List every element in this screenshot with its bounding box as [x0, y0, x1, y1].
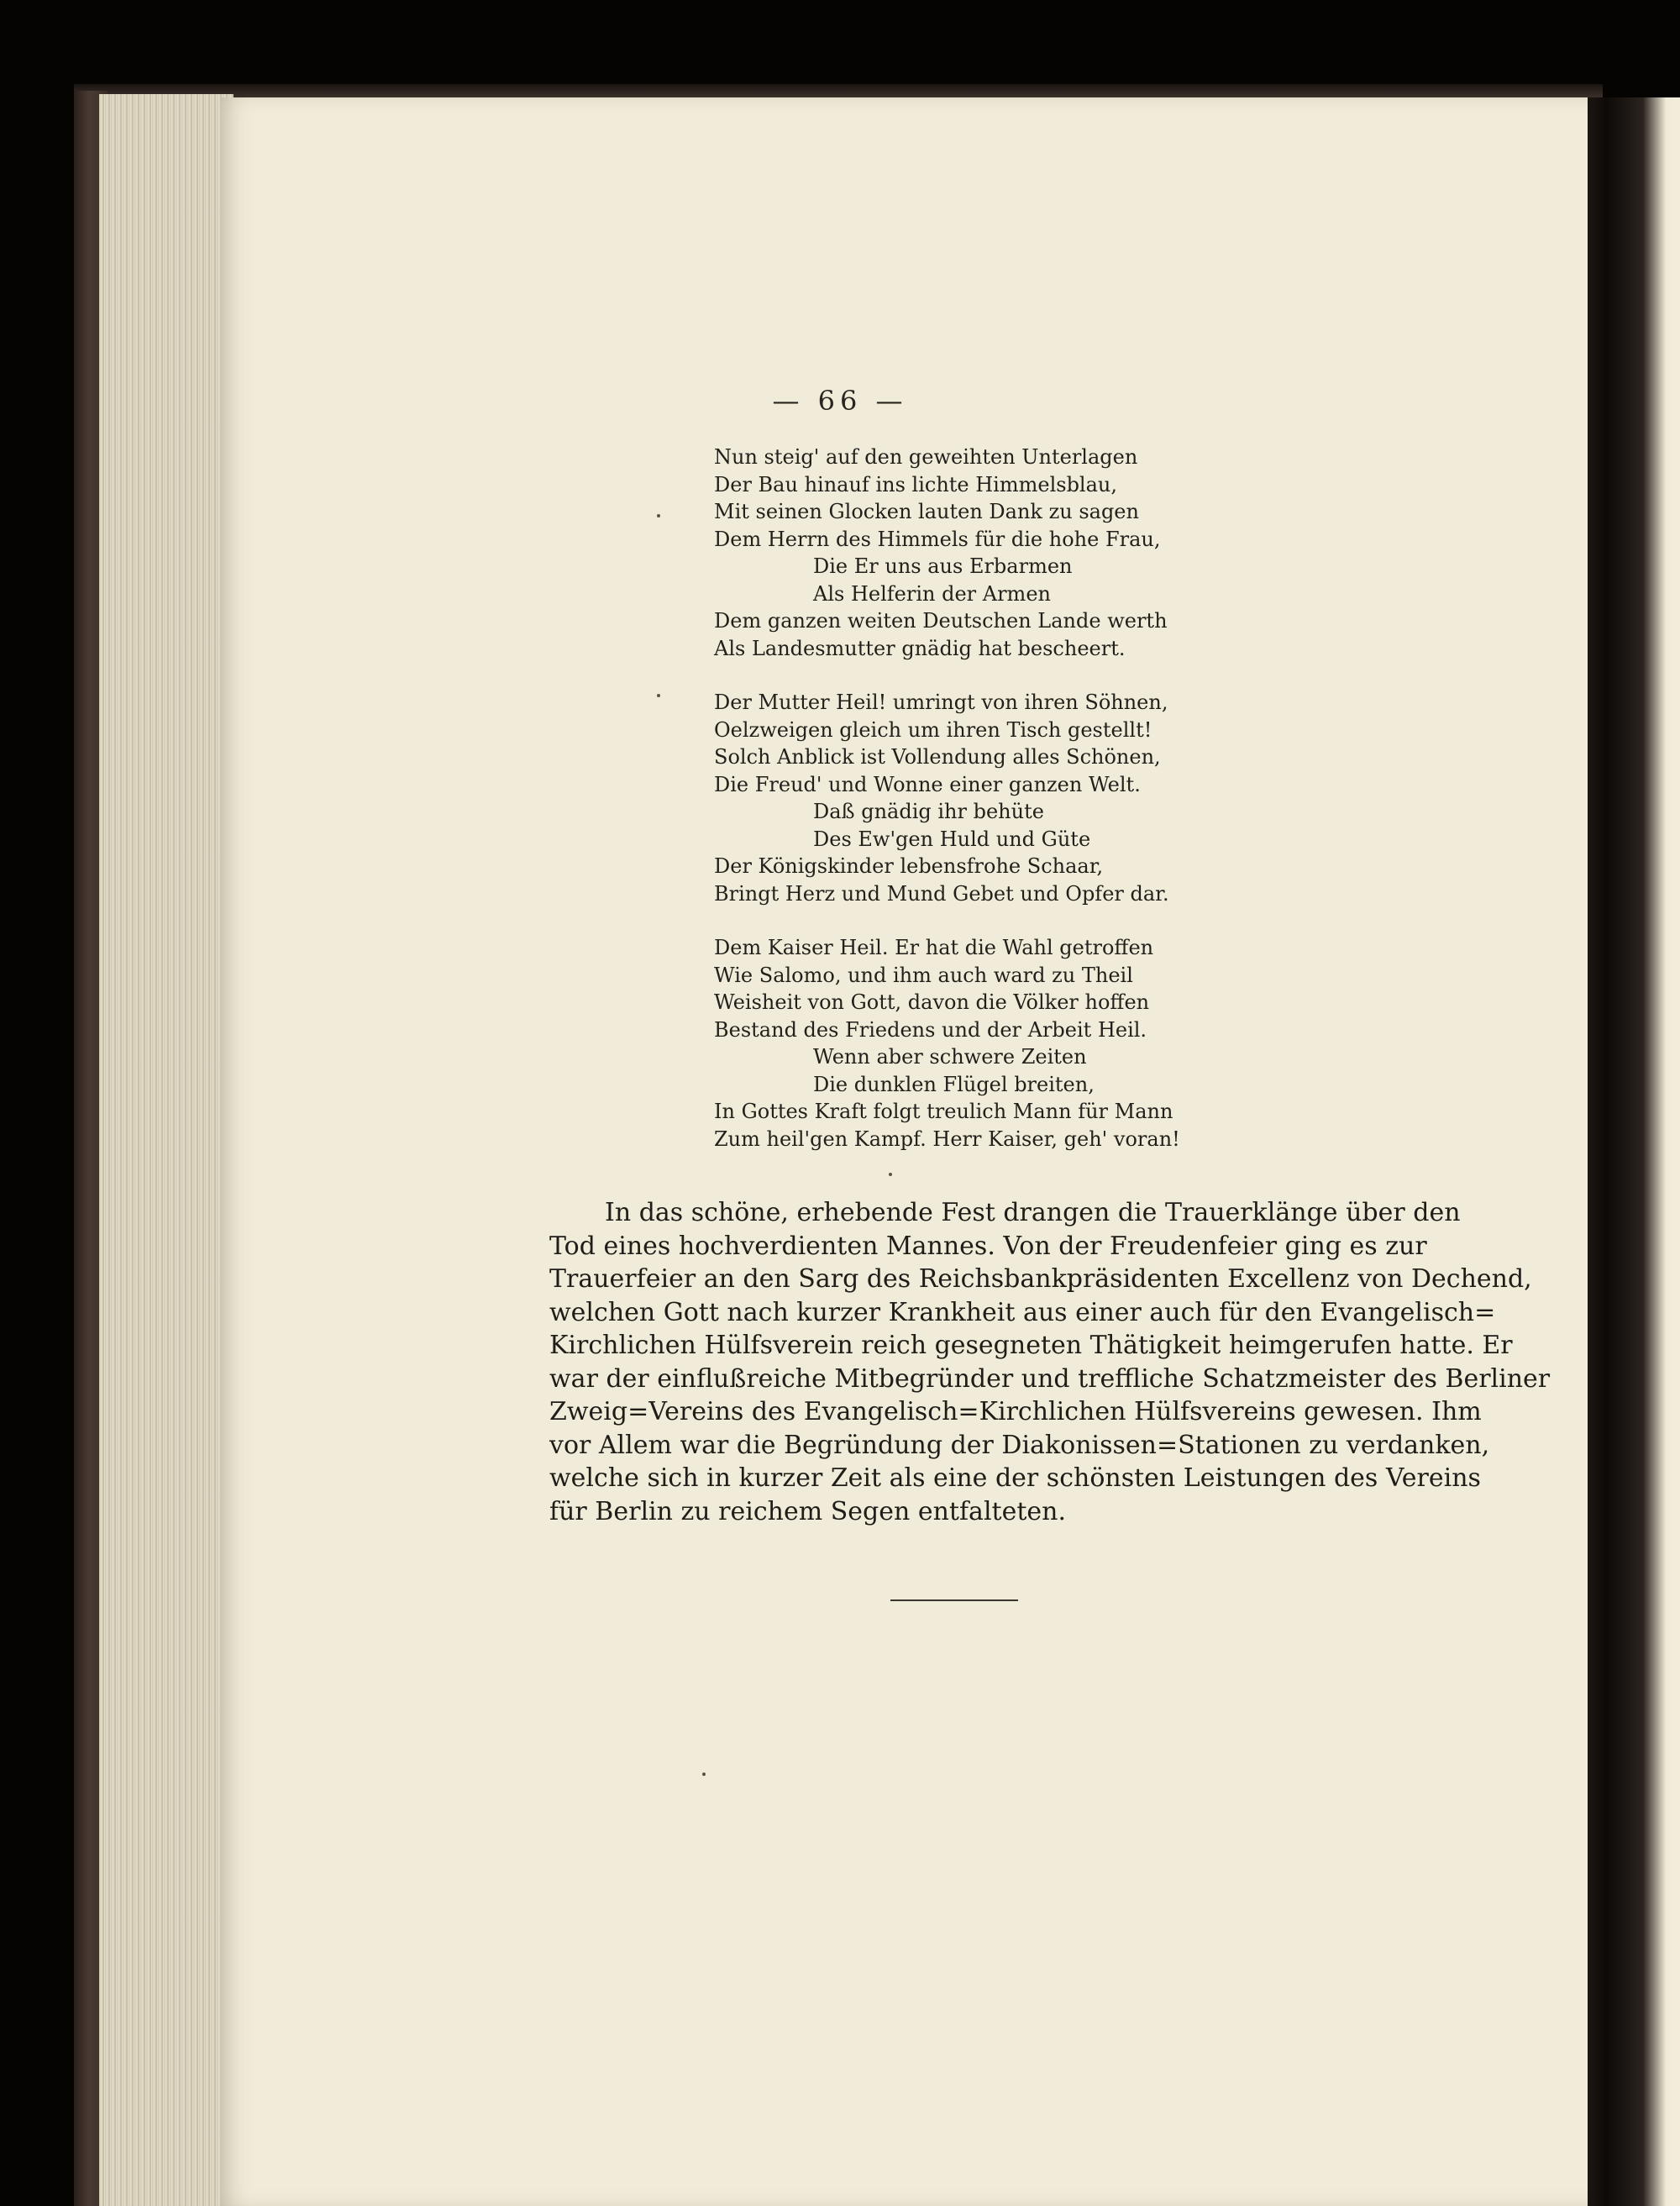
- poem-line: Des Ew'gen Huld und Güte: [813, 827, 1091, 851]
- prose-paragraph: [549, 1196, 1551, 1528]
- poem-line: Als Helferin der Armen: [813, 581, 1051, 606]
- poem-line: Die Er uns aus Erbarmen: [813, 554, 1073, 578]
- poem-line: Wie Salomo, und ihm auch ward zu Theil: [714, 963, 1133, 987]
- prose-line: vor Allem war die Begründung der Diakonissen=Stationen zu verdanken,: [549, 1430, 1490, 1460]
- poem-line: Bringt Herz und Mund Gebet und Opfer dar.: [714, 881, 1169, 906]
- poem-line: Bestand des Friedens und der Arbeit Heil.: [714, 1017, 1147, 1042]
- poem-line: Dem Kaiser Heil. Er hat die Wahl getroffen: [714, 936, 1154, 959]
- paper-speck: [657, 694, 660, 697]
- prose-line: Kirchlichen Hülfsverein reich gesegneten Thätigkeit heimgerufen hatte. Er: [549, 1331, 1513, 1360]
- poem-stanza-2: [714, 689, 1252, 907]
- section-divider: [890, 1599, 1018, 1601]
- prose-line: welchen Gott nach kurzer Krankheit aus einer auch für den Evangelisch=: [549, 1297, 1496, 1327]
- prose-line: In das schöne, erhebende Fest drangen die Trauerklänge über den: [605, 1198, 1461, 1227]
- prose-line: welche sich in kurzer Zeit als eine der schönsten Leistungen des Vereins: [549, 1463, 1481, 1493]
- poem-line: Nun steig' auf den geweihten Unterlagen: [714, 445, 1138, 469]
- poem-line: Wenn aber schwere Zeiten: [813, 1045, 1087, 1069]
- poem-line: Dem Herrn des Himmels für die hohe Frau,: [714, 527, 1161, 551]
- poem-line: Daß gnädig ihr behüte: [813, 800, 1044, 823]
- page-stack-edges: [99, 94, 234, 2206]
- book-gutter: [1588, 97, 1680, 2206]
- poem-line: Weisheit von Gott, davon die Völker hoffen: [714, 990, 1150, 1014]
- poem-line: Der Bau hinauf ins lichte Himmelsblau,: [714, 472, 1117, 496]
- paper-speck: [657, 514, 660, 517]
- paper-speck: [889, 1173, 892, 1176]
- prose-line: Trauerfeier an den Sarg des Reichsbankpräsidenten Excellenz von Dechend,: [549, 1264, 1532, 1294]
- prose-line: für Berlin zu reichem Segen entfalteten.: [549, 1496, 1067, 1526]
- poem-line: Solch Anblick ist Vollendung alles Schönen,: [714, 745, 1161, 769]
- page-number: — 66 —: [772, 385, 908, 417]
- poem-line: Als Landesmutter gnädig hat bescheert.: [714, 636, 1126, 660]
- prose-line: Zweig=Vereins des Evangelisch=Kirchlichen Hülfsvereins gewesen. Ihm: [549, 1397, 1482, 1426]
- poem-line: Die Freud' und Wonne einer ganzen Welt.: [714, 772, 1141, 796]
- poem-line: Dem ganzen weiten Deutschen Lande werth: [714, 609, 1168, 633]
- prose-line: Tod eines hochverdienten Mannes. Von der Freudenfeier ging es zur: [549, 1231, 1427, 1261]
- paper-speck: [702, 1773, 706, 1776]
- book-top-edge: [74, 84, 1603, 97]
- poem-line: Die dunklen Flügel breiten,: [813, 1072, 1095, 1096]
- poem-stanza-1: [714, 444, 1252, 662]
- poem-line: Der Mutter Heil! umringt von ihren Söhnen,: [714, 691, 1168, 714]
- poem-line: Oelzweigen gleich um ihren Tisch gestellt!: [714, 717, 1152, 742]
- poem-line: Der Königskinder lebensfrohe Schaar,: [714, 854, 1104, 878]
- poem-line: In Gottes Kraft folgt treulich Mann für Mann: [714, 1100, 1173, 1123]
- poem: [714, 444, 1252, 1179]
- poem-line: Zum heil'gen Kampf. Herr Kaiser, geh' voran!: [714, 1127, 1180, 1151]
- prose-line: war der einflußreiche Mitbegründer und treffliche Schatzmeister des Berliner: [549, 1363, 1551, 1394]
- poem-stanza-3: [714, 934, 1252, 1153]
- poem-line: Mit seinen Glocken lauten Dank zu sagen: [714, 500, 1139, 523]
